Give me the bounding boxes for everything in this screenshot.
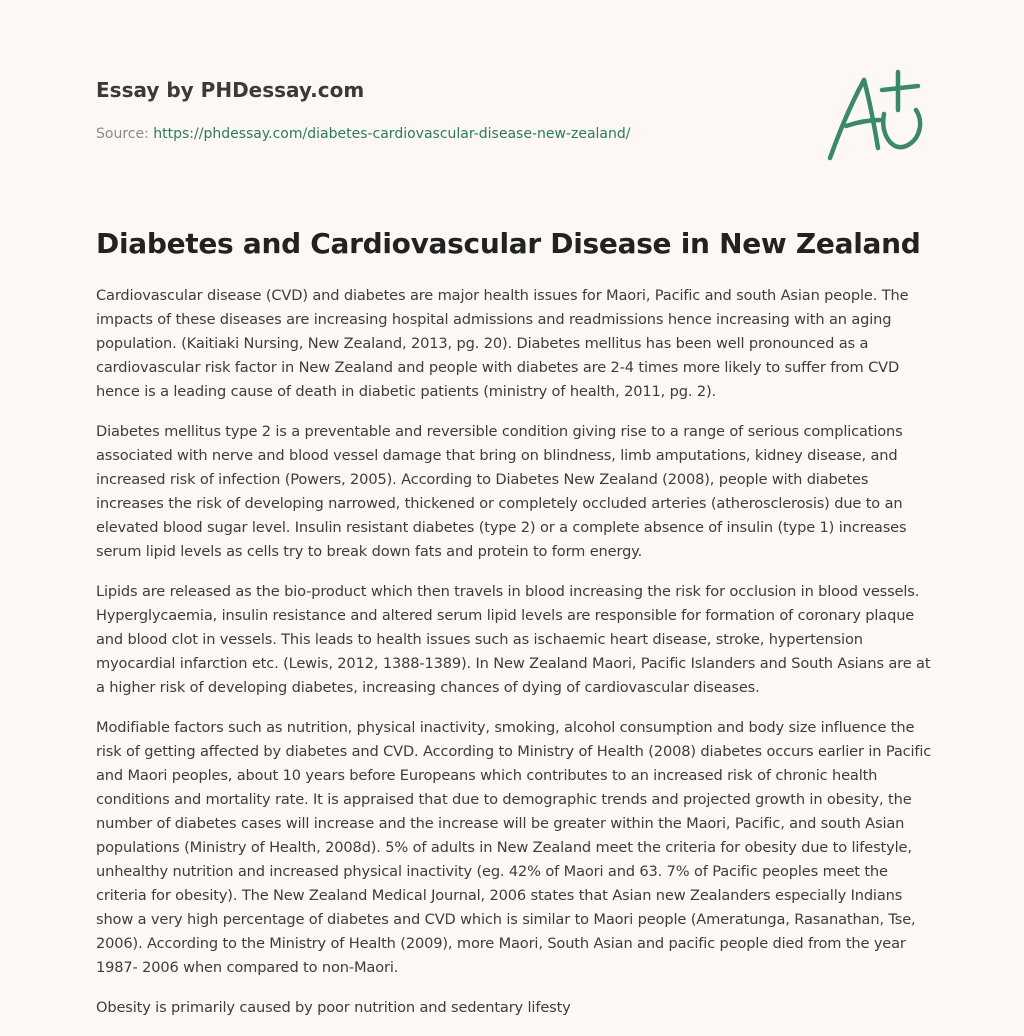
essay-paragraph: Obesity is primarily caused by poor nutrition and sedentary lifesty xyxy=(96,999,571,1016)
essay-paragraph: Lipids are released as the bio-product which then travels in blood increasing the risk for occlusion in blood vessels. Hyperglycaemia, insulin resistance and altered serum lipid levels are responsible for formation of coronary plaque and blood clot in vessels. This leads to health issues such as ischaemic heart disease, stroke, hypertension myocardial infarction etc. (Lewis, 2012, 1388-1389). In New Zealand Maori, Pacific Islanders and South Asians are at a higher risk of developing diabetes, increasing chances of dying of cardiovascular diseases. xyxy=(96,583,931,696)
source-link[interactable]: https://phdessay.com/diabetes-cardiovascular-disease-new-zealand/ xyxy=(153,126,631,142)
essay-paragraph: Diabetes mellitus type 2 is a preventable and reversible condition giving rise to a range of serious complications associated with nerve and blood vessel damage that bring on blindness, limb amputations, kidney disease, and increased risk of infection (Powers, 2005). According to Diabetes New Zealand (2008), people with diabetes increases the risk of developing narrowed, thickened or completely occluded arteries (atherosclerosis) due to an elevated blood sugar level. Insulin resistant diabetes (type 2) or a complete absence of insulin (type 1) increases serum lipid levels as cells try to break down fats and protein to form energy. xyxy=(96,423,907,560)
essay-paragraph: Modifiable factors such as nutrition, physical inactivity, smoking, alcohol consumption and body size influence the risk of getting affected by diabetes and CVD. According to Ministry of Health (2008) diabetes occurs earlier in Pacific and Maori peoples, about 10 years before Europeans which contributes to an increased risk of chronic health conditions and mortality rate. It is appraised that due to demographic trends and projected growth in obesity, the number of diabetes cases will increase and the increase will be greater within the Maori, Pacific, and south Asian populations (Ministry of Health, 2008d). 5% of adults in New Zealand meet the criteria for obesity due to lifestyle, unhealthy nutrition and increased physical inactivity (eg. 42% of Maori and 63. 7% of Pacific peoples meet the criteria for obesity). The New Zealand Medical Journal, 2006 states that Asian new Zealanders especially Indians show a very high percentage of diabetes and CVD which is similar to Maori people (Ameratunga, Rasanathan, Tse, 2006). According to the Ministry of Health (2009), more Maori, South Asian and pacific people died from the year 1987- 2006 when compared to non-Maori. xyxy=(96,719,932,976)
source-line xyxy=(96,124,630,144)
essay-body xyxy=(96,284,932,1036)
a-plus-logo-icon xyxy=(818,68,928,164)
essay-paragraph: Cardiovascular disease (CVD) and diabetes are major health issues for Maori, Pacific and south Asian people. The impacts of these diseases are increasing hospital admissions and readmissions hence increasing with an aging population. (Kaitiaki Nursing, New Zealand, 2013, pg. 20). Diabetes mellitus has been well pronounced as a cardiovascular risk factor in New Zealand and people with diabetes are 2-4 times more likely to suffer from CVD hence is a leading cause of death in diabetic patients (ministry of health, 2011, pg. 2). xyxy=(96,287,909,400)
essay-header xyxy=(96,76,928,142)
essay-title: Diabetes and Cardiovascular Disease in New Zealand xyxy=(96,227,921,260)
site-brand: Essay by PHDessay.com xyxy=(96,78,365,102)
source-label: Source: xyxy=(96,126,154,142)
